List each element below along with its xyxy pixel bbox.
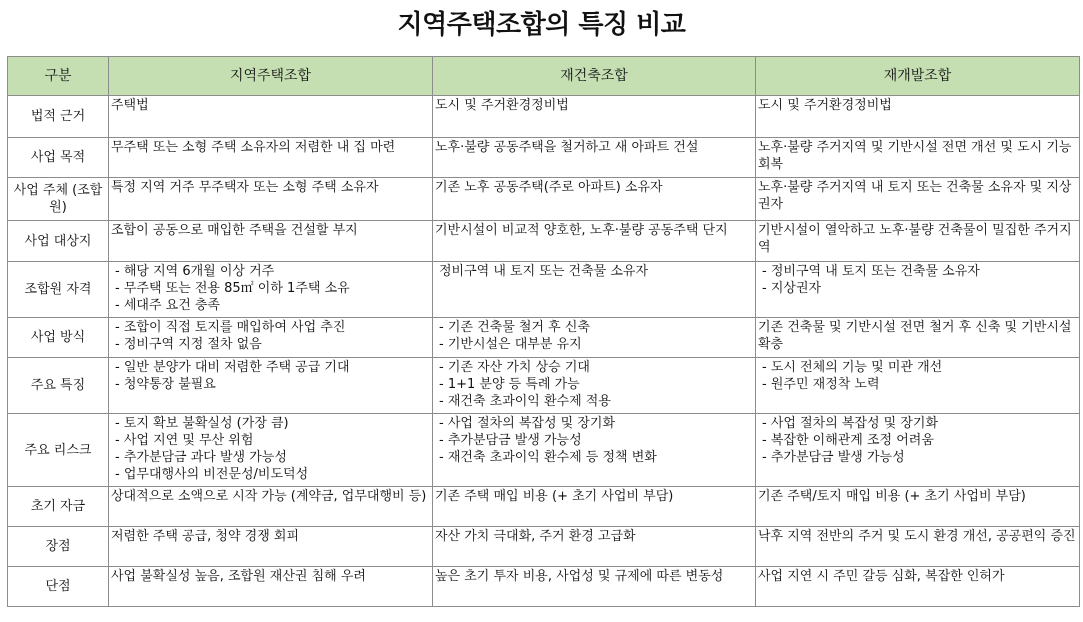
row-label: 주요 특징 [8,358,109,414]
table-row [8,414,1080,487]
table-cell: - 해당 지역 6개월 이상 거주 - 무주택 또는 전용 85㎡ 이하 1주택 소유 - 세대주 요건 충족 [109,262,433,318]
table-cell: 기존 노후 공동주택(주로 아파트) 소유자 [433,178,756,221]
table-cell: 정비구역 내 토지 또는 건축물 소유자 [433,262,756,318]
row-label: 조합원 자격 [8,262,109,318]
table-cell: 기존 건축물 및 기반시설 전면 철거 후 신축 및 기반시설 확충 [756,318,1080,358]
header-reconstruction-union: 재건축조합 [433,57,756,96]
table-row [8,527,1080,567]
table-row [8,262,1080,318]
row-label: 초기 자금 [8,487,109,527]
header-redevelopment-union: 재개발조합 [756,57,1080,96]
table-cell: 기반시설이 열악하고 노후·불량 건축물이 밀집한 주거지역 [756,221,1080,262]
table-row [8,96,1080,138]
table-cell: 특정 지역 거주 무주택자 또는 소형 주택 소유자 [109,178,433,221]
table-cell: 사업 불확실성 높음, 조합원 재산권 침해 우려 [109,567,433,607]
header-category: 구분 [8,57,109,96]
row-label: 주요 리스크 [8,414,109,487]
table-cell: 무주택 또는 소형 주택 소유자의 저렴한 내 집 마련 [109,138,433,178]
table-cell: 사업 지연 시 주민 갈등 심화, 복잡한 인허가 [756,567,1080,607]
table-row [8,567,1080,607]
table-cell: 기반시설이 비교적 양호한, 노후·불량 공동주택 단지 [433,221,756,262]
table-cell: 높은 초기 투자 비용, 사업성 및 규제에 따른 변동성 [433,567,756,607]
table-cell: - 기존 자산 가치 상승 기대 - 1+1 분양 등 특례 가능 - 재건축 초과이익 환수제 적용 [433,358,756,414]
table-cell: 낙후 지역 전반의 주거 및 도시 환경 개선, 공공편익 증진 [756,527,1080,567]
page-title: 지역주택조합의 특징 비교 [397,10,686,40]
table-cell: - 정비구역 내 토지 또는 건축물 소유자 - 지상권자 [756,262,1080,318]
table-cell: 노후·불량 주거지역 내 토지 또는 건축물 소유자 및 지상권자 [756,178,1080,221]
table-cell: 조합이 공동으로 매입한 주택을 건설할 부지 [109,221,433,262]
table-header-row [8,57,1080,96]
row-label: 사업 방식 [8,318,109,358]
table-cell: 기존 주택/토지 매입 비용 (+ 초기 사업비 부담) [756,487,1080,527]
row-label: 단점 [8,567,109,607]
row-label: 장점 [8,527,109,567]
table-cell: - 도시 전체의 기능 및 미관 개선 - 원주민 재정착 노력 [756,358,1080,414]
table-cell: - 기존 건축물 철거 후 신축 - 기반시설은 대부분 유지 [433,318,756,358]
header-regional-housing-union: 지역주택조합 [109,57,433,96]
table-row [8,358,1080,414]
table-cell: 기존 주택 매입 비용 (+ 초기 사업비 부담) [433,487,756,527]
row-label: 사업 대상지 [8,221,109,262]
table-cell: 노후·불량 주거지역 및 기반시설 전면 개선 및 도시 기능 회복 [756,138,1080,178]
table-cell: - 일반 분양가 대비 저렴한 주택 공급 기대 - 청약통장 불필요 [109,358,433,414]
table-cell: 저렴한 주택 공급, 청약 경쟁 회피 [109,527,433,567]
table-cell: 상대적으로 소액으로 시작 가능 (계약금, 업무대행비 등) [109,487,433,527]
table-row [8,487,1080,527]
row-label: 사업 목적 [8,138,109,178]
table-row [8,318,1080,358]
table-row [8,178,1080,221]
table-cell: - 조합이 직접 토지를 매입하여 사업 추진 - 정비구역 지정 절차 없음 [109,318,433,358]
table-cell: 자산 가치 극대화, 주거 환경 고급화 [433,527,756,567]
table-cell: 도시 및 주거환경정비법 [433,96,756,138]
row-label: 사업 주체 (조합원) [8,178,109,221]
table-cell: 주택법 [109,96,433,138]
table-cell: - 사업 절차의 복잡성 및 장기화 - 추가분담금 발생 가능성 - 재건축 초과이익 환수제 등 정책 변화 [433,414,756,487]
table-cell: 노후·불량 공동주택을 철거하고 새 아파트 건설 [433,138,756,178]
table-cell: - 사업 절차의 복잡성 및 장기화 - 복잡한 이해관계 조정 어려움 - 추가분담금 발생 가능성 [756,414,1080,487]
row-label: 법적 근거 [8,96,109,138]
table-cell: - 토지 확보 불확실성 (가장 큼) - 사업 지연 및 무산 위험 - 추가분담금 과다 발생 가능성 - 업무대행사의 비전문성/비도덕성 [109,414,433,487]
table-row [8,138,1080,178]
table-row [8,221,1080,262]
comparison-table [7,56,1080,607]
table-cell: 도시 및 주거환경정비법 [756,96,1080,138]
